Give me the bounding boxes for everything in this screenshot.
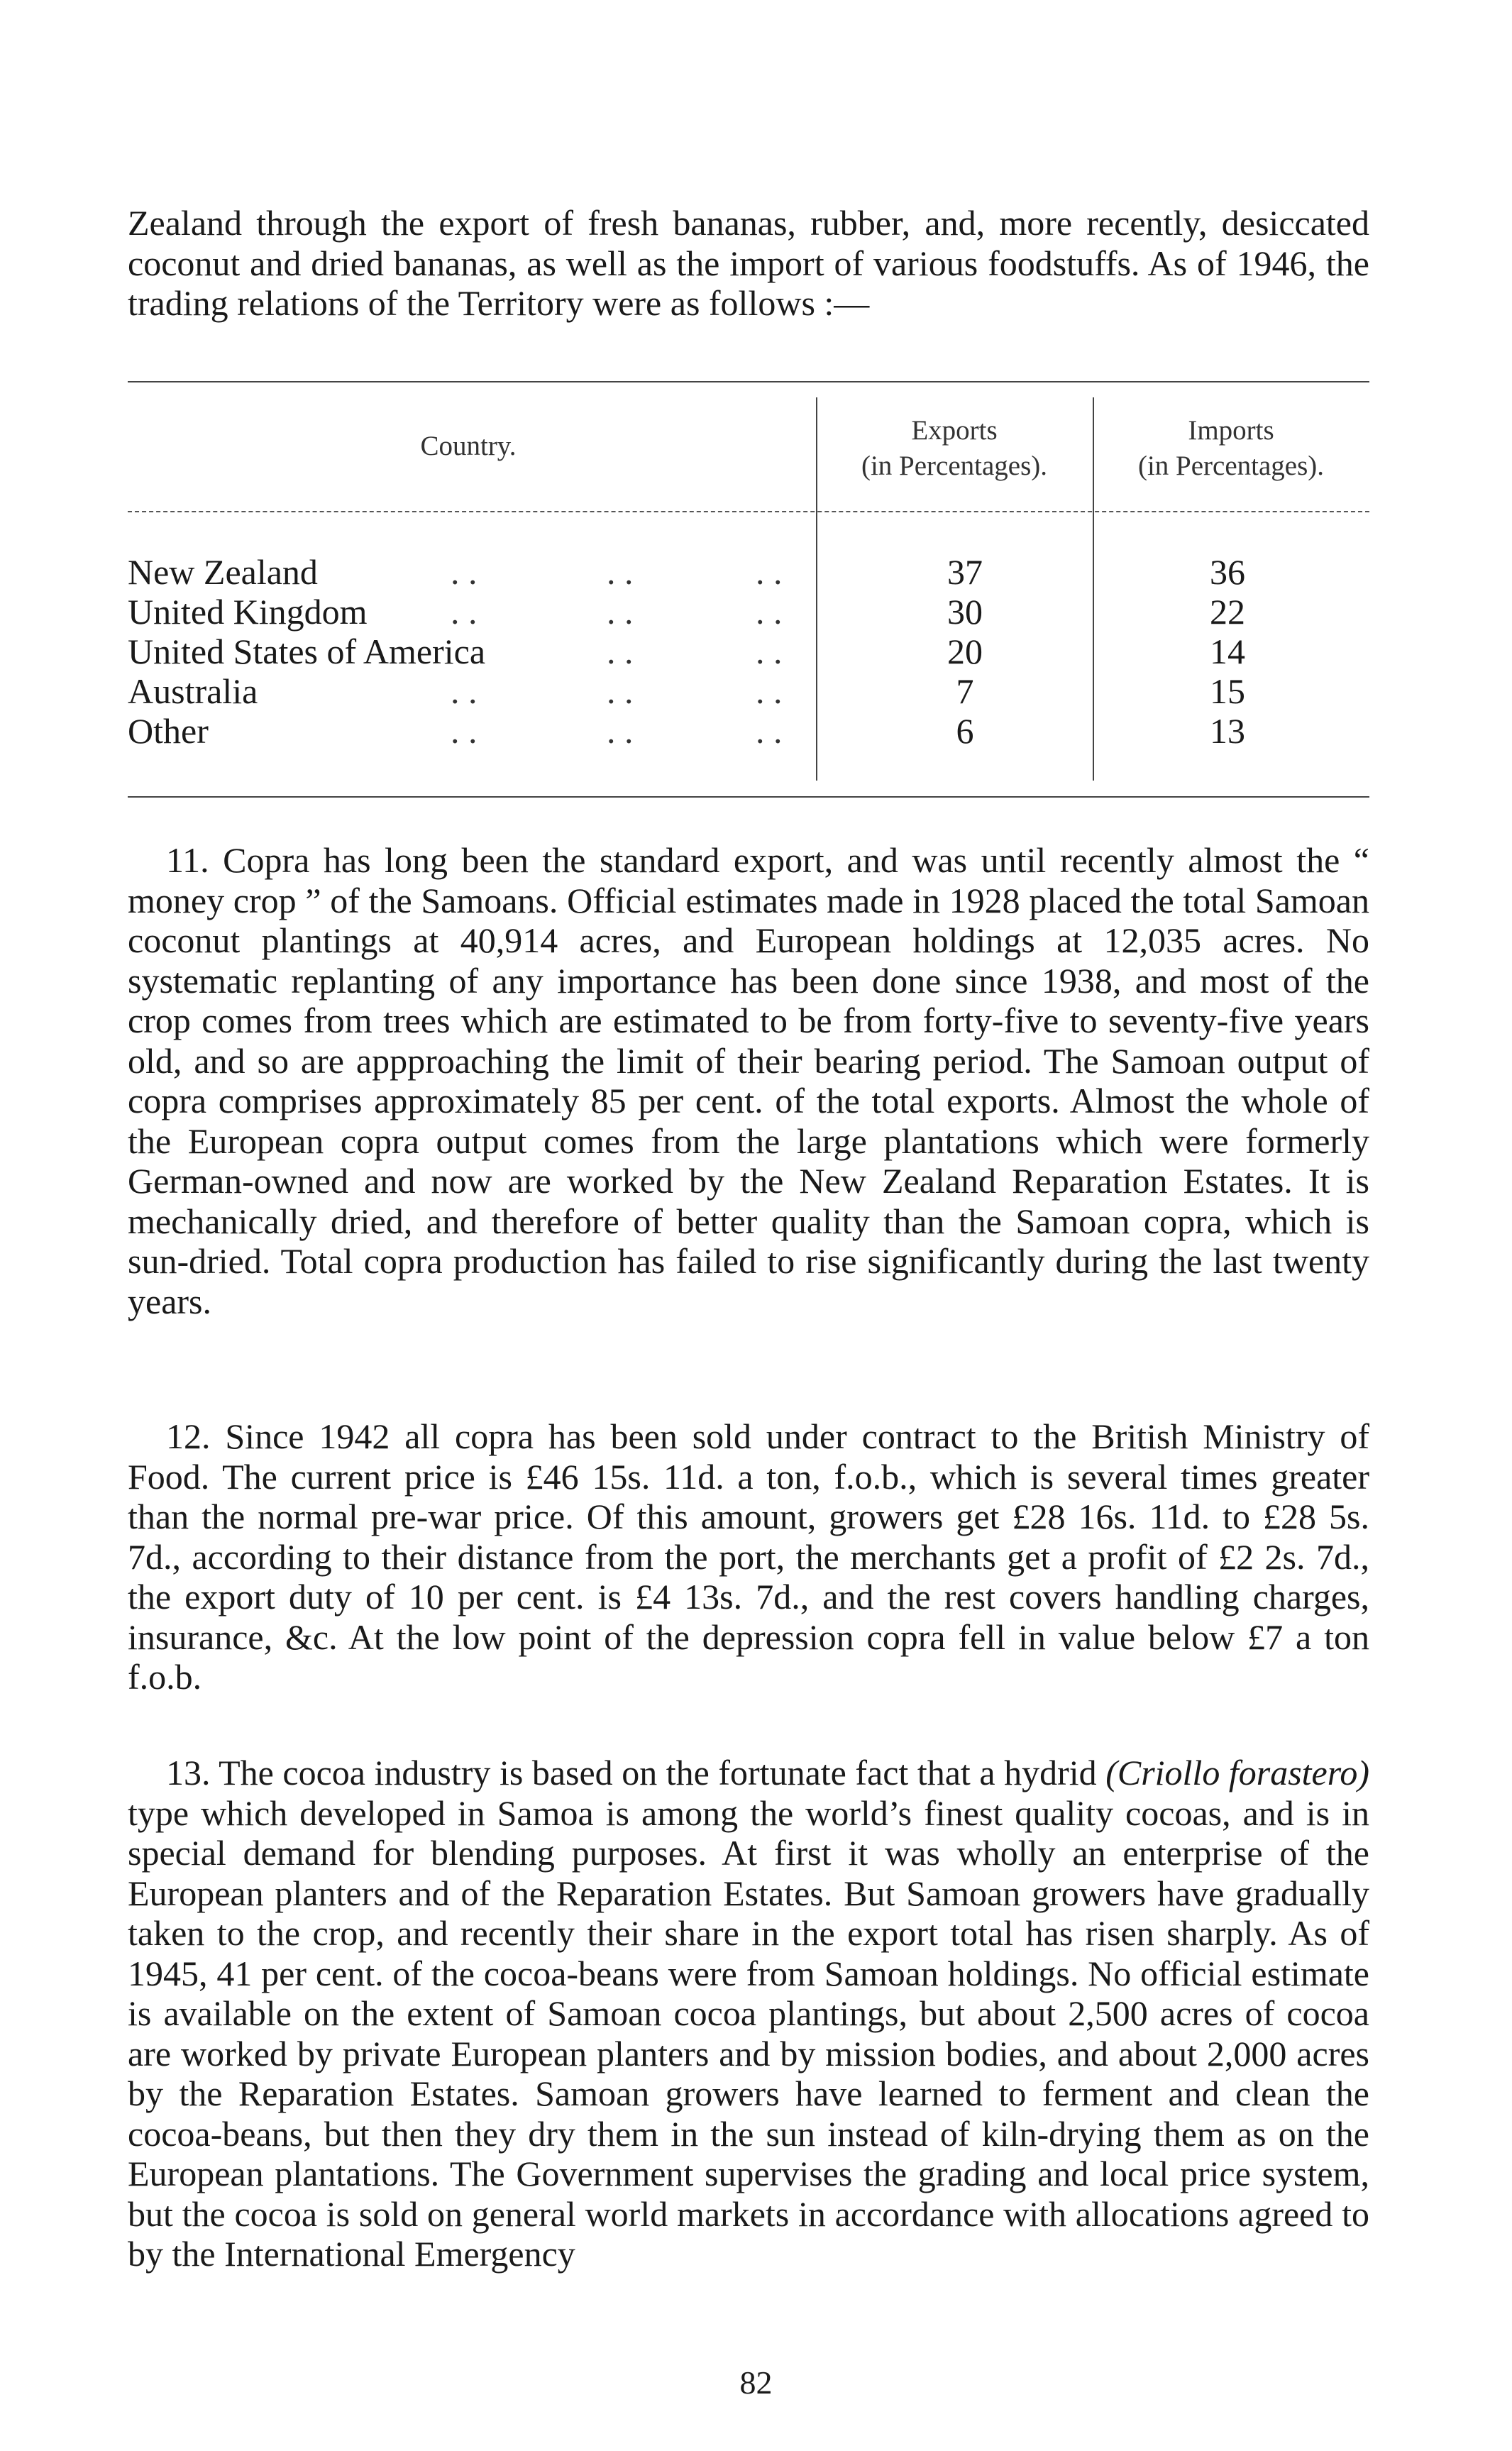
paragraph-11-text: 11. Copra has long been the standard export, and was until recently almost the “ money crop ” of the Samoans. Official estimates made in 1928 placed the total Samoan coconut plantings at 40,914 acres, and European holdings at 12,035 acres. No systematic replanting of any importance has been done since 1938, and most of the crop comes from trees which are estimated to be from forty-five to seventy-five years old, and so are appproaching the limit of their bearing period. The Samoan output of copra comprises approximately 85 per cent. of the total exports. Almost the whole of the European copra output comes from the large plantations which were formerly German-owned and now are worked by the New Zealand Reparation Estates. It is mechanically dried, and therefore of better quality than the Samoan copra, which is sun-dried. Total copra production has failed to rise significantly during the last twenty years. (128, 840, 1369, 1321)
exports-value: 37 (947, 552, 983, 592)
country-cell: United States of America (128, 632, 809, 671)
country-cell: Other (128, 711, 809, 751)
table-row: Other . . . . . . 6 13 (128, 711, 1369, 751)
exports-value: 6 (956, 711, 974, 751)
paragraph-13-rest: type which developed in Samoa is among the world’s finest quality cocoas, and is in special demand for blending purposes. At first it was wholly an enterprise of the European planters and of the Reparation Estates. But Samoan growers have gradually taken to the crop, and recently their share in the export total has risen sharply. As of 1945, 41 per cent. of the cocoa-beans were from Samoan holdings. No official estimate is available on the extent of Samoan cocoa plantings, but about 2,500 acres of cocoa are worked by private European planters and by mission bodies, and about 2,000 acres by the Reparation Estates. Samoan growers have learned to ferment and clean the cocoa-beans, but then they dry them in the sun instead of kiln-drying them as on the European plantations. The Government supervises the grading and local price system, but the cocoa is sold on general world markets in accordance with allocations agreed to by the International Emergency (128, 1792, 1369, 2274)
intro-text: Zealand through the export of fresh bananas, rubber, and, more recently, desiccated coconut and dried bananas, as well as the import of various foodstuffs. As of 1946, the trading relations of the Territory were as follows :— (128, 203, 1369, 323)
table-row: United Kingdom . . . . . . 30 22 (128, 592, 1369, 632)
table-row: United States of America . . . . 20 14 (128, 632, 1369, 671)
table-row: New Zealand . . . . . . 37 36 (128, 552, 1369, 592)
country-cell: United Kingdom (128, 592, 809, 632)
country-cell: Australia (128, 671, 809, 711)
table-bottom-rule (128, 796, 1369, 798)
imports-value: 14 (1210, 632, 1245, 671)
table-row: Australia . . . . . . 7 15 (128, 671, 1369, 711)
paragraph-12-text: 12. Since 1942 all copra has been sold under contract to the British Ministry of Food. The current price is £46 15s. 11d. a ton, f.o.b., which is several times greater than the normal pre-war price. Of this amount, growers get £28 16s. 11d. to £28 5s. 7d., according to their distance from the port, the merchants get a profit of £2 2s. 7d., the export duty of 10 per cent. is £4 13s. 7d., and the rest covers handling charges, insurance, &c. At the low point of the depression copra fell in value below £7 a ton f.o.b. (128, 1416, 1369, 1697)
header-exports: Exports (911, 415, 998, 446)
imports-value: 22 (1210, 592, 1245, 632)
paragraph-12 (128, 1416, 1369, 1697)
paragraph-11 (128, 840, 1369, 1321)
exports-value: 7 (956, 671, 974, 711)
imports-value: 36 (1210, 552, 1245, 592)
header-imports: Imports (1188, 415, 1274, 446)
exports-value: 30 (947, 592, 983, 632)
country-cell: New Zealand (128, 552, 809, 592)
intro-paragraph (128, 203, 1369, 324)
paragraph-13-text (128, 1753, 1369, 2274)
paragraph-13 (128, 1753, 1369, 2274)
paragraph-13-lead: 13. The cocoa industry is based on the fortunate fact that a hydrid (166, 1753, 1106, 1792)
table-header-rule (128, 511, 1369, 512)
header-exports-unit: (in Percentages). (861, 451, 1048, 481)
exports-value: 20 (947, 632, 983, 671)
header-imports-unit: (in Percentages). (1137, 451, 1325, 481)
imports-value: 13 (1210, 711, 1245, 751)
imports-value: 15 (1210, 671, 1245, 711)
page-number: 82 (739, 2364, 773, 2401)
header-country: Country. (420, 431, 517, 461)
table-top-rule (128, 381, 1369, 382)
species-name: (Criollo forastero) (1105, 1753, 1370, 1792)
